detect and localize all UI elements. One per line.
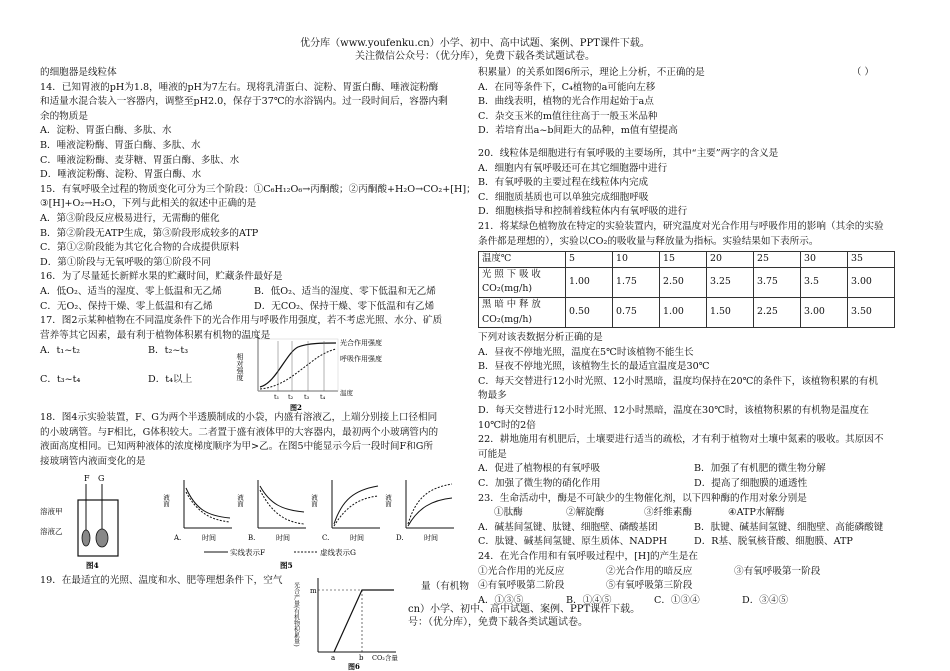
q16-option-b: B．低O₂、适当的湿度、零下低温和无乙烯 bbox=[254, 285, 436, 297]
fig4-caption: 图4 bbox=[86, 560, 99, 570]
q21-option-a: A．昼夜不停地光照，温度在5℃时该植物不能生长 bbox=[478, 346, 694, 358]
table-cell: 1.00 bbox=[660, 297, 707, 327]
q14-stem-1: 14．已知胃液的pH为1.8，唾液的pH为7左右。现将乳清蛋白、淀粉、胃蛋白酶、唾液淀粉酶 bbox=[40, 81, 439, 93]
fig5-label-c: C. bbox=[322, 533, 330, 542]
table-cell: 10 bbox=[613, 252, 660, 268]
q20-option-b: B．有氧呼吸的主要过程在线粒体内完成 bbox=[478, 177, 649, 189]
page-header-line2: 关注微信公众号：（优分库），免费下载各类试题试卷。 bbox=[355, 51, 595, 62]
question-20 bbox=[478, 147, 910, 220]
question-22 bbox=[478, 433, 910, 491]
table-cell: 2.50 bbox=[660, 267, 707, 297]
table-cell: 5 bbox=[566, 252, 613, 268]
fig2-tick-t4: t₄ bbox=[320, 393, 326, 402]
fig6-a: a bbox=[331, 654, 336, 662]
fig4-bag-g bbox=[96, 529, 108, 547]
fig4-label-g: G bbox=[98, 473, 105, 483]
q23-enzyme-3: ③纤维素酶 bbox=[644, 507, 692, 519]
fig2-tick-t2: t₂ bbox=[288, 393, 294, 402]
q24-item-3: ③有氧呼吸第一阶段 bbox=[734, 565, 821, 577]
q21-option-c: C．每天交替进行12小时光照、12小时黑暗，温度均保持在20℃的条件下，该植物积累的有机 bbox=[478, 375, 879, 387]
table-cell: 1.00 bbox=[566, 267, 613, 297]
question-16 bbox=[40, 270, 468, 314]
table-cell: 35 bbox=[848, 252, 895, 268]
q24-option-c: C．①③④ bbox=[654, 594, 700, 606]
q18-stem-4: 接玻璃管内液面变化的是 bbox=[40, 456, 146, 468]
fig6-caption: 图6 bbox=[348, 662, 360, 671]
q21-option-c-cont: 物最多 bbox=[478, 390, 507, 402]
q21-option-b: B．昼夜不停地光照，该植物生长的最适宜温度是30℃ bbox=[478, 361, 710, 373]
question-15 bbox=[40, 183, 476, 271]
fig4-label-jia: 溶液甲 bbox=[40, 506, 63, 516]
q21-option-d-cont: 10℃时的2倍 bbox=[478, 419, 536, 431]
fig2-tick-t3: t₃ bbox=[304, 393, 310, 402]
q24-stem: 24．在光合作用和有氧呼吸过程中，[H]的产生是在 bbox=[478, 551, 698, 562]
fig5-ylabel-b: 液面 bbox=[236, 493, 244, 507]
fig5-label-d: D. bbox=[396, 533, 404, 542]
q17-option-d: D．t₄以上 bbox=[148, 374, 193, 386]
fig5-panel-b bbox=[236, 480, 306, 542]
q14-option-d: D．唾液淀粉酶、淀粉、胃蛋白酶、水 bbox=[40, 169, 202, 181]
fig5-panel-c bbox=[310, 480, 380, 542]
q16-stem: 16．为了尽量延长新鲜水果的贮藏时间，贮藏条件最好是 bbox=[40, 271, 283, 283]
table-cell: 温度℃ bbox=[479, 252, 566, 268]
table-cell: 3.5 bbox=[801, 267, 848, 297]
q15-stem-2: ③[H]+O₂→H₂O，下列与此相关的叙述中正确的是 bbox=[40, 198, 257, 210]
table-cell: 3.75 bbox=[754, 267, 801, 297]
q23-enzyme-2: ②解旋酶 bbox=[566, 507, 605, 519]
q19-option-a: A．在同等条件下，C₄植物的a可能向左移 bbox=[478, 81, 656, 93]
fig5-ylabel-d: 液面 bbox=[384, 493, 392, 507]
q17-stem-2: 营养等其它因素，最有利于植物体积累有机物的温度是 bbox=[40, 329, 271, 341]
q21-stem-2: 条件都是理想的），实验以CO₂的吸收量与释放量为指标。实验结果如下表所示。 bbox=[478, 235, 819, 247]
fig2-ylabel: 相对强度 bbox=[236, 353, 244, 382]
q22-option-c: C．加强了微生物的硝化作用 bbox=[478, 478, 601, 490]
q22-option-a: A．促进了植物根的有氧呼吸 bbox=[478, 463, 601, 475]
q19-option-b: B．曲线表明，植物的光合作用起始于a点 bbox=[478, 96, 654, 108]
fig2-respiration-curve bbox=[260, 349, 336, 389]
q15-option-d: D．第①阶段与无氧呼吸的第①阶段不同 bbox=[40, 256, 211, 268]
q21-option-d: D．每天交替进行12小时光照、12小时黑暗，温度在30℃时，该植物积累的有机物是温度在 bbox=[478, 405, 869, 417]
q23-option-d: D．R基、脱氧核苷酸、细胞膜、ATP bbox=[694, 536, 853, 548]
fig6-b: b bbox=[359, 654, 364, 662]
q20-stem: 20．线粒体是细胞进行有氧呼吸的主要场所，其中“主要”两字的含义是 bbox=[478, 147, 779, 159]
q20-option-d: D．细胞核指导和控制着线粒体内有氧呼吸的进行 bbox=[478, 206, 688, 218]
q21-stem-1: 21．将某绿色植物放在特定的实验装置内，研究温度对光合作用与呼吸作用的影响（其余的实验 bbox=[478, 220, 884, 232]
fig5-label-a: A. bbox=[174, 533, 182, 542]
fig5-ylabel-c: 液面 bbox=[310, 493, 318, 507]
q17-option-c: C．t₃~t₄ bbox=[40, 374, 81, 386]
right-column bbox=[478, 66, 910, 608]
table-row-header bbox=[479, 252, 895, 268]
q17-option-b: B．t₂~t₃ bbox=[148, 345, 189, 357]
q23-enzyme-1: ①肽酶 bbox=[494, 507, 523, 519]
q19-option-c: C．杂交玉米的m值往往高于一般玉米品种 bbox=[478, 110, 658, 122]
figure-2 bbox=[236, 333, 384, 413]
q16-option-c: C．无O₂、保持干燥、零上低温和有乙烯 bbox=[40, 300, 213, 312]
q23-stem: 23．生命活动中，酶是不可缺少的生物催化剂，以下四种酶的作用对象分别是 bbox=[478, 492, 807, 504]
q14-option-a: A．淀粉、胃蛋白酶、多肽、水 bbox=[40, 125, 172, 137]
q15-option-a: A．第③阶段反应极易进行，无需酶的催化 bbox=[40, 212, 220, 224]
q17-stem-1: 17．图2示某种植物在不同温度条件下的光合作用与呼吸作用强度，若不考虑光照、水分、矿质 bbox=[40, 315, 443, 327]
fig5-xlabel-d: 时间 bbox=[424, 533, 438, 542]
table-cell: 25 bbox=[754, 252, 801, 268]
fig2-photosynthesis-curve bbox=[260, 343, 336, 387]
q24-item-2: ②光合作用的暗反应 bbox=[606, 565, 693, 577]
q24-item-4: ④有氧呼吸第二阶段 bbox=[478, 580, 565, 592]
table-cell: 0.50 bbox=[566, 297, 613, 327]
table-cell: 0.75 bbox=[613, 297, 660, 327]
q19-option-d: D．若培育出a~b间距大的品种，m值有望提高 bbox=[478, 125, 678, 137]
table-cell: 2.25 bbox=[754, 297, 801, 327]
fig6-m: m bbox=[310, 587, 317, 595]
q17-option-a: A．t₁~t₂ bbox=[40, 345, 80, 357]
q14-option-c: C．唾液淀粉酶、麦芽糖、胃蛋白酶、多肽、水 bbox=[40, 154, 240, 166]
q24-item-1: ①光合作用的光反应 bbox=[478, 565, 565, 577]
table-cell: 20 bbox=[707, 252, 754, 268]
footer-line2: 号：（优分库），免费下载各类试题试卷。 bbox=[408, 617, 588, 628]
fig4-label-f: F bbox=[84, 473, 90, 483]
figure-6 bbox=[292, 574, 404, 670]
q21-lead: 下列对该表数据分析正确的是 bbox=[478, 332, 603, 344]
fig6-ylabel: 光合产量(有机物积累量) bbox=[292, 582, 300, 647]
page-header-line1: 优分库（www.youfenku.cn）小学、初中、高中试题、案例、PPT课件下载。 bbox=[300, 38, 650, 49]
table-cell: 3.00 bbox=[801, 297, 848, 327]
fig5-ylabel-a: 液面 bbox=[162, 493, 170, 507]
q16-option-d: D．无CO₂、保持干燥、零下低温和有乙烯 bbox=[254, 300, 435, 312]
q14-option-b: B．唾液淀粉酶、胃蛋白酶、多肽、水 bbox=[40, 139, 201, 151]
question-17 bbox=[40, 314, 468, 413]
answer-paren: （ ） bbox=[851, 67, 874, 78]
q14-stem-3: 余的物质是 bbox=[40, 110, 88, 122]
q23-option-b: B．肽键、碱基间氢键、细胞壁、高能磷酸键 bbox=[694, 521, 884, 533]
q24-option-d: D．③④⑤ bbox=[742, 594, 789, 606]
fig5-panel-d bbox=[384, 480, 454, 542]
question-23 bbox=[478, 492, 910, 550]
table-cell: 1.75 bbox=[613, 267, 660, 297]
table-cell: 30 bbox=[801, 252, 848, 268]
table-cell: 3.25 bbox=[707, 267, 754, 297]
q24-item-5: ⑤有氧呼吸第三阶段 bbox=[606, 580, 693, 592]
fig5-xlabel-b: 时间 bbox=[276, 533, 290, 542]
q22-stem-1: 22．耕地施用有机肥后，土壤要进行适当的疏松，才有利于植物对土壤中氮素的吸收。其原因不 bbox=[478, 434, 884, 446]
table-row-label: 光 照 下 吸 收 CO₂(mg/h) bbox=[479, 267, 566, 297]
q20-option-c: C．细胞质基质也可以单独完成细胞呼吸 bbox=[478, 191, 649, 203]
q18-stem-2: 的小玻璃管。与F相比，G体积较大。二者置于盛有液体甲的大容器内，最初两个小玻璃管内的 bbox=[40, 426, 439, 438]
figure-4 bbox=[40, 472, 130, 570]
q18-stem-3: 液面高度相同。已知两种液体的浓度梯度顺序为甲>乙。在图5中能显示今后一段时间F和G所 bbox=[40, 441, 434, 453]
q23-option-a: A．碱基间氢键、肽键、细胞壁、磷酸基团 bbox=[478, 521, 658, 533]
table-row-dark bbox=[479, 297, 895, 327]
q24-option-b: B．①④⑤ bbox=[566, 594, 612, 606]
question-14 bbox=[40, 81, 468, 183]
table-cell: 3.00 bbox=[848, 267, 895, 297]
fig4-bag-f bbox=[82, 530, 90, 546]
question-24 bbox=[478, 550, 910, 608]
question-21 bbox=[478, 220, 910, 433]
fig5-caption: 图5 bbox=[280, 560, 293, 570]
fig5-legend-dash: 虚线表示G bbox=[320, 547, 356, 557]
q23-option-c: C．肽键、碱基间氢键、原生质体、NADPH bbox=[478, 536, 668, 548]
fig6-xlabel: CO₂含量 bbox=[372, 654, 398, 662]
fig4-container bbox=[78, 500, 118, 556]
fig4-label-yi: 溶液乙 bbox=[40, 526, 63, 536]
q16-option-a: A．低O₂、适当的湿度、零上低温和无乙烯 bbox=[40, 285, 222, 297]
table-cell: 15 bbox=[660, 252, 707, 268]
fig5-legend-solid: 实线表示F bbox=[230, 547, 266, 557]
fig2-caption: 图2 bbox=[290, 403, 302, 413]
q24-option-a: A．①③⑤ bbox=[478, 594, 524, 606]
q18-stem-1: 18．图4示实验装置，F、G为两个半透膜制成的小袋，内盛有溶液乙，上端分别接上口径相同 bbox=[40, 412, 438, 424]
q19-stem: 19．在最适宜的光照、温度和水、肥等理想条件下，空气 bbox=[40, 574, 283, 586]
fig5-xlabel-a: 时间 bbox=[202, 533, 216, 542]
fig2-tick-t1: t₁ bbox=[274, 393, 280, 402]
q22-stem-2: 可能是 bbox=[478, 448, 507, 460]
q15-stem-1: 15．有氧呼吸全过程的物质变化可分为三个阶段：①C₆H₁₂O₆→丙酮酸；②丙酮酸+H₂O→CO₂+[H]； bbox=[40, 183, 476, 195]
footer-line1: cn）小学、初中、高中试题、案例、PPT课件下载。 bbox=[408, 604, 641, 615]
q20-option-a: A．细胞内有氧呼吸还可在其它细胞器中进行 bbox=[478, 162, 668, 174]
fig5-label-b: B. bbox=[248, 533, 256, 542]
q22-option-b: B．加强了有机肥的微生物分解 bbox=[694, 463, 826, 475]
fig2-curve2-label: 呼吸作用强度 bbox=[340, 355, 382, 364]
table-row-label: 黑 暗 中 释 放 CO₂(mg/h) bbox=[479, 297, 566, 327]
figure-5 bbox=[164, 470, 464, 570]
q19-stem-tail: 量（有机物 bbox=[421, 581, 469, 592]
table-cell: 1.50 bbox=[707, 297, 754, 327]
q15-option-b: B．第②阶段无ATP生成，第③阶段形成较多的ATP bbox=[40, 227, 259, 239]
q22-option-d: D．提高了细胞膜的通透性 bbox=[694, 478, 808, 490]
fig5-panel-a bbox=[162, 480, 232, 542]
left-column bbox=[40, 66, 476, 588]
fig5-xlabel-c: 时间 bbox=[350, 533, 364, 542]
q19-continued: 积累量）的关系如图6所示，理论上分析，不正确的是 bbox=[478, 67, 705, 78]
q21-data-table bbox=[478, 251, 895, 328]
q23-enzyme-4: ④ATP水解酶 bbox=[728, 507, 785, 519]
fig6-curve bbox=[334, 590, 394, 652]
q15-option-c: C．第①②阶段能为其它化合物的合成提供原料 bbox=[40, 242, 240, 254]
fig2-xlabel: 温度 bbox=[340, 389, 353, 398]
question-18 bbox=[40, 411, 468, 569]
fig2-curve1-label: 光合作用强度 bbox=[340, 339, 382, 348]
table-row-light bbox=[479, 267, 895, 297]
continued-text: 的细胞器是线粒体 bbox=[40, 67, 117, 78]
q14-stem-2: 和适量水混合装入一容器内，调整至pH2.0，保存于37℃的水浴锅内。过一段时间后，容器内剩 bbox=[40, 96, 448, 108]
table-cell: 3.50 bbox=[848, 297, 895, 327]
